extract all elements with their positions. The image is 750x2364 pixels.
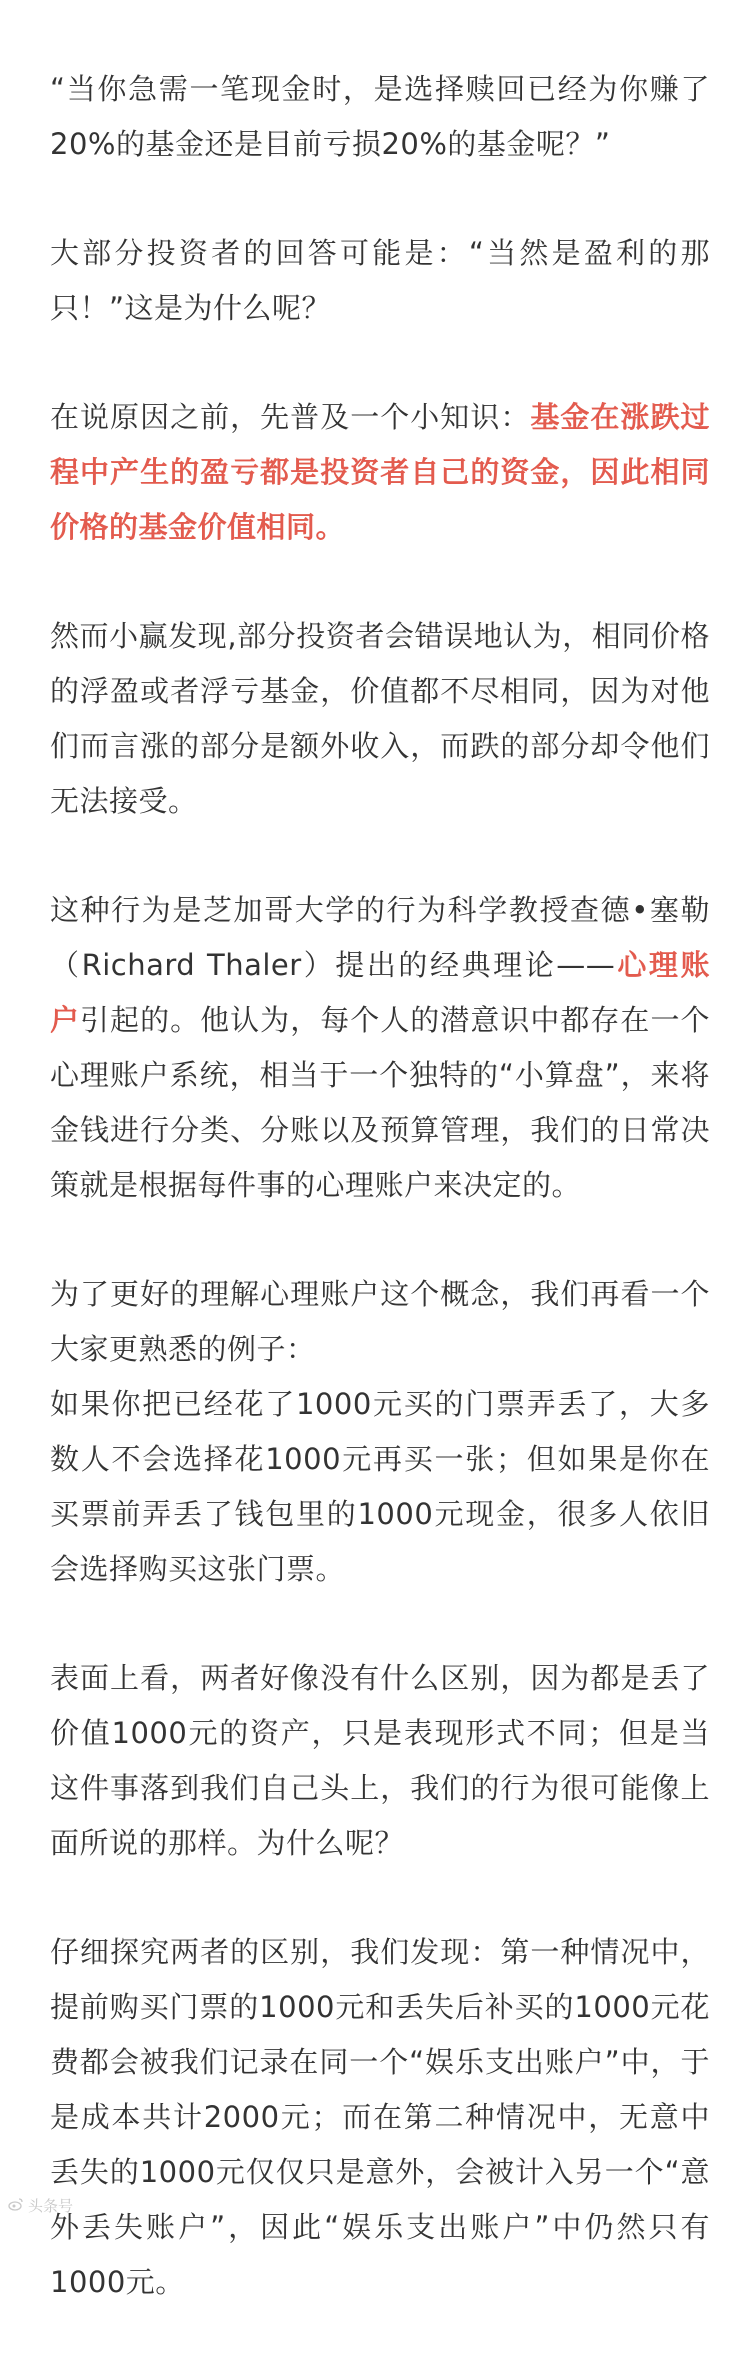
highlighted-text: 基金在涨跌过程中产生的盈亏都是投资者自己的资金，因此相同价格的基金价值相同。: [50, 400, 710, 544]
watermark: [8, 2195, 73, 2216]
paragraph: [50, 390, 710, 555]
paragraph: [50, 62, 710, 172]
text-segment: 如果你把已经花了1000元买的门票弄丢了，大多数人不会选择花1000元再买一张；但如果是你在买票前弄丢了钱包里的1000元现金，很多人依旧会选择购买这张门票。: [50, 1387, 710, 1586]
paragraph: [50, 609, 710, 829]
text-segment: 这种行为是芝加哥大学的行为科学教授查德•塞勒（Richard Thaler）提出的经典理论——: [50, 893, 710, 982]
text-segment: 在说原因之前，先普及一个小知识：: [50, 400, 531, 434]
paragraph: [50, 1377, 710, 1597]
text-segment: 引起的。他认为，每个人的潜意识中都存在一个心理账户系统，相当于一个独特的“小算盘”，来将金钱进行分类、分账以及预算管理，我们的日常决策就是根据每件事的心理账户来决定的。: [50, 1003, 710, 1202]
article-body: [50, 62, 710, 2364]
text-segment: 大部分投资者的回答可能是：“当然是盈利的那只！”这是为什么呢？: [50, 236, 710, 325]
weibo-icon: [8, 2197, 24, 2215]
text-segment: 然而小赢发现,部分投资者会错误地认为，相同价格的浮盈或者浮亏基金，价值都不尽相同，因为对他们而言涨的部分是额外收入，而跌的部分却令他们无法接受。: [50, 619, 710, 818]
paragraph: [50, 226, 710, 336]
paragraph: [50, 1925, 710, 2310]
highlighted-text: 心理账户: [50, 948, 710, 1037]
paragraph: [50, 1651, 710, 1871]
paragraph: [50, 1267, 710, 1377]
text-segment: 仔细探究两者的区别，我们发现：第一种情况中，提前购买门票的1000元和丢失后补买的1000元花费都会被我们记录在同一个“娱乐支出账户”中，于是成本共计2000元；而在第二种情况中，无意中丢失的1000元仅仅只是意外，会被计入另一个“意外丢失账户”，因此“娱乐支出账户”中仍然只有1000元。: [50, 1935, 710, 2299]
text-segment: 为了更好的理解心理账户这个概念，我们再看一个大家更熟悉的例子：: [50, 1277, 710, 1366]
watermark-text: 头条号: [28, 2197, 74, 2215]
paragraph: [50, 883, 710, 1213]
text-segment: 表面上看，两者好像没有什么区别，因为都是丢了价值1000元的资产，只是表现形式不同；但是当这件事落到我们自己头上，我们的行为很可能像上面所说的那样。为什么呢？: [50, 1661, 710, 1860]
text-segment: “当你急需一笔现金时，是选择赎回已经为你赚了20%的基金还是目前亏损20%的基金呢？”: [50, 72, 710, 161]
